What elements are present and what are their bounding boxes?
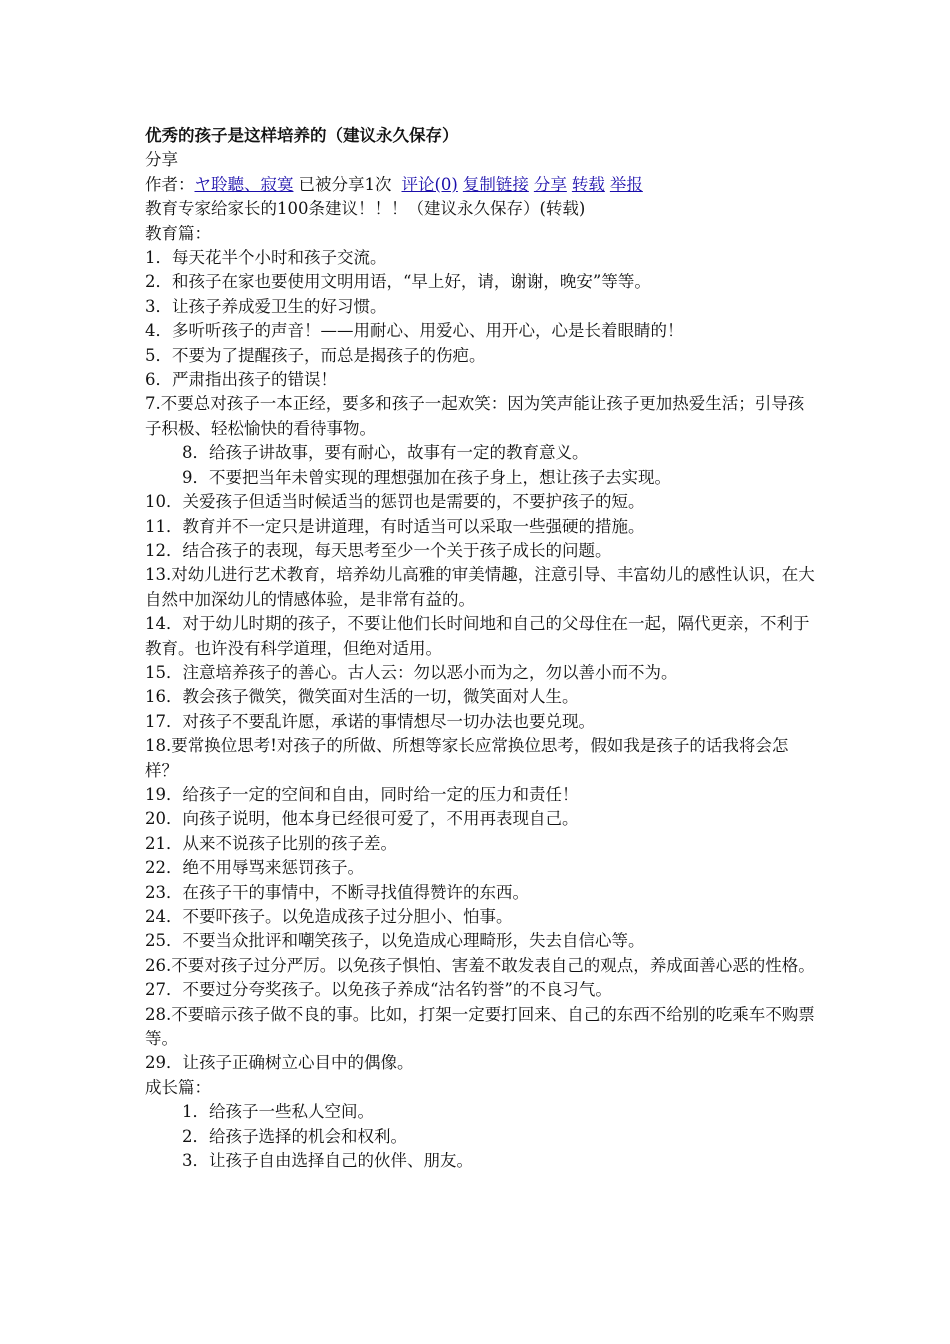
document-body	[145, 124, 815, 1173]
list-item: 19．给孩子一定的空间和自由，同时给一定的压力和责任！	[145, 784, 579, 804]
list-item: 24．不要吓孩子。以免造成孩子过分胆小、怕事。	[145, 907, 513, 926]
list-item: 17．对孩子不要乱许愿，承诺的事情想尽一切办法也要兑现。	[145, 711, 595, 731]
shared-count: 已被分享1次	[298, 174, 392, 194]
list-item: 29．让孩子正确树立心目中的偶像。	[145, 1053, 414, 1073]
list-item: 5．不要为了提醒孩子，而总是揭孩子的伤疤。	[145, 345, 486, 365]
comment-link[interactable]: 评论(0)	[401, 174, 458, 194]
list-item: 18.要常换位思考!对孩子的所做、所想等家长应常换位思考，假如我是孩子的话我将会怎样？	[145, 736, 789, 780]
section-heading-growth: 成长篇：	[145, 1077, 211, 1097]
article-title: 优秀的孩子是这样培养的（建议永久保存）	[145, 126, 459, 145]
list-item: 6．严肃指出孩子的错误！	[145, 370, 337, 390]
list-item: 3．让孩子养成爱卫生的好习惯。	[145, 296, 387, 316]
list-item: 10．关爱孩子但适当时候适当的惩罚也是需要的，不要护孩子的短。	[145, 492, 645, 512]
intro-text: 教育专家给家长的100条建议！！！（建议永久保存）(转载)	[145, 199, 586, 219]
list-item: 28.不要暗示孩子做不良的事。比如，打架一定要打回来、自己的东西不给别的吃乘车不购票等。	[145, 1004, 815, 1049]
share-label: 分享	[145, 150, 178, 170]
author-link[interactable]: ヤ聆聽、寂寞	[194, 174, 294, 194]
list-item: 22．绝不用辱骂来惩罚孩子。	[145, 858, 364, 878]
list-item: 27．不要过分夸奖孩子。以免孩子养成“沽名钓誉”的不良习气。	[145, 980, 612, 1000]
list-item: 2．和孩子在家也要使用文明用语，“早上好，请，谢谢，晚安”等等。	[145, 272, 651, 292]
list-item: 20．向孩子说明，他本身已经很可爱了，不用再表现自己。	[145, 809, 579, 829]
list-item: 2．给孩子选择的机会和权利。	[182, 1126, 407, 1146]
list-item: 1．给孩子一些私人空间。	[182, 1102, 374, 1122]
list-item: 23．在孩子干的事情中，不断寻找值得赞许的东西。	[145, 882, 529, 902]
list-item: 4．多听听孩子的声音！——用耐心、用爱心、用开心，心是长着眼睛的！	[145, 321, 684, 341]
list-item: 26.不要对孩子过分严厉。以免孩子惧怕、害羞不敢发表自己的观点，养成面善心恶的性格。	[145, 955, 815, 975]
list-item: 12．结合孩子的表现，每天思考至少一个关于孩子成长的问题。	[145, 540, 612, 560]
list-item: 15．注意培养孩子的善心。古人云：勿以恶小而为之，勿以善小而不为。	[145, 662, 678, 682]
list-item: 13.对幼儿进行艺术教育，培养幼儿高雅的审美情趣，注意引导、丰富幼儿的感性认识，在大自然中加深幼儿的情感体验，是非常有益的。	[145, 565, 815, 609]
author-prefix: 作者：	[145, 174, 195, 194]
list-item: 9．不要把当年未曾实现的理想强加在孩子身上，想让孩子去实现。	[182, 467, 671, 487]
list-item: 8．给孩子讲故事，要有耐心，故事有一定的教育意义。	[182, 443, 589, 463]
report-link[interactable]: 举报	[609, 174, 643, 194]
copy-link[interactable]: 复制链接	[462, 174, 529, 194]
repost-link[interactable]: 转载	[571, 174, 605, 194]
list-item: 14．对于幼儿时期的孩子，不要让他们长时间地和自己的父母住在一起，隔代更亲，不利于教育。也许没有科学道理，但绝对适用。	[145, 614, 810, 658]
list-item: 25．不要当众批评和嘲笑孩子，以免造成心理畸形，失去自信心等。	[145, 931, 645, 951]
list-item: 7.不要总对孩子一本正经，要多和孩子一起欢笑：因为笑声能让孩子更加热爱生活；引导孩子积极、轻松愉快的看待事物。	[145, 394, 805, 438]
list-item: 16．教会孩子微笑，微笑面对生活的一切，微笑面对人生。	[145, 687, 579, 707]
list-item: 1．每天花半个小时和孩子交流。	[145, 248, 387, 268]
list-item: 21．从来不说孩子比别的孩子差。	[145, 833, 397, 853]
author-line	[145, 173, 815, 197]
section-heading-education: 教育篇：	[145, 223, 211, 243]
share-link[interactable]: 分享	[533, 174, 567, 194]
list-item: 11．教育并不一定只是讲道理，有时适当可以采取一些强硬的措施。	[145, 516, 645, 536]
list-item: 3．让孩子自由选择自己的伙伴、朋友。	[182, 1151, 473, 1171]
